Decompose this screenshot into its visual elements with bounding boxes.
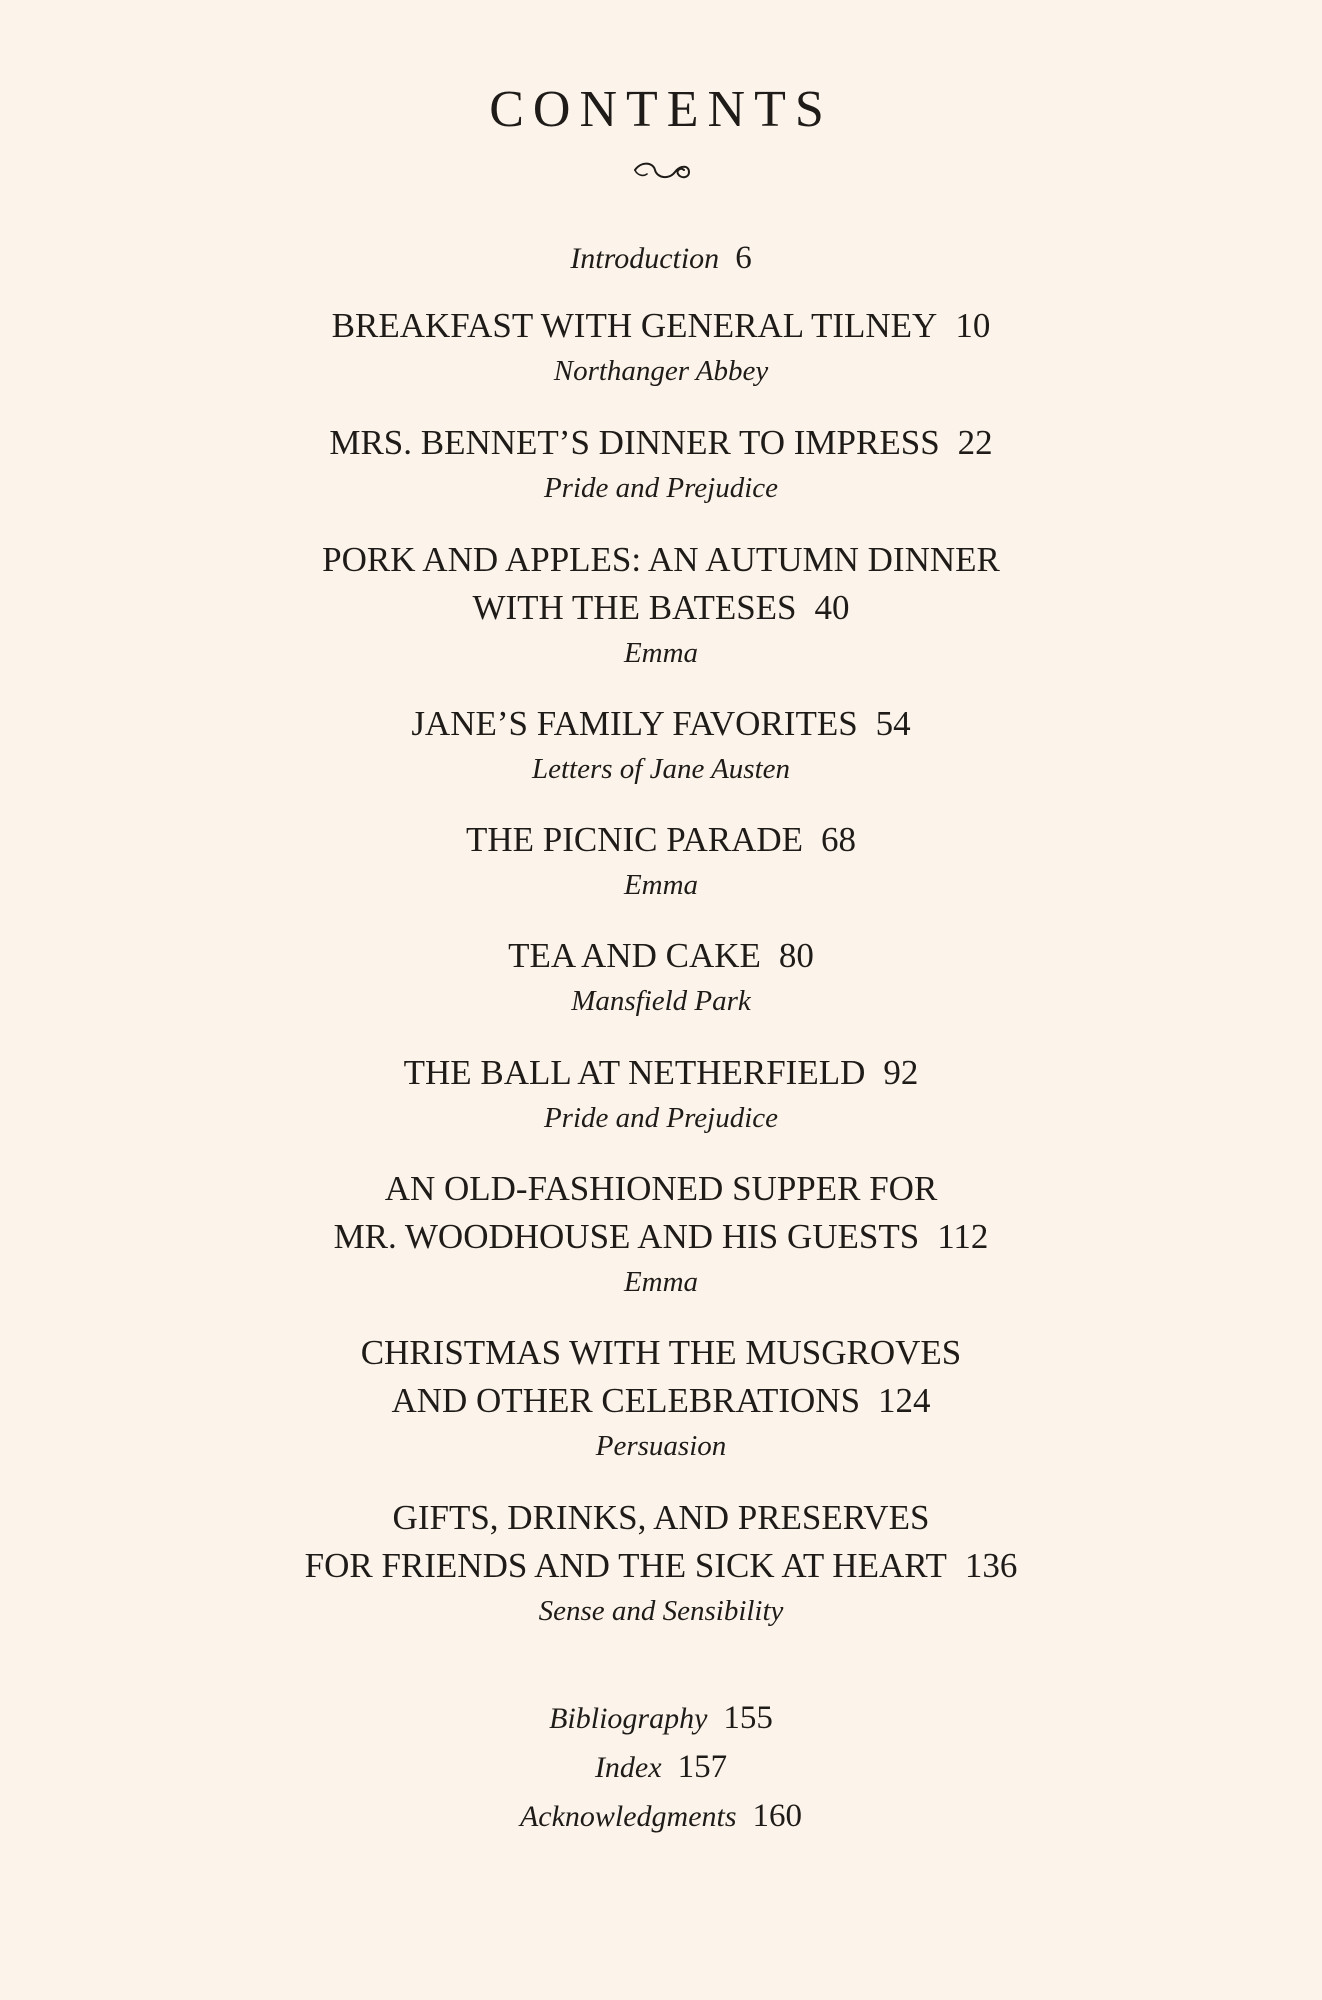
page-number: 157	[677, 1749, 728, 1785]
chapter-title: WITH THE BATESES	[472, 588, 797, 627]
toc-chapter[interactable]	[0, 816, 1322, 903]
source-title: Emma	[623, 637, 699, 669]
page-number: 40	[814, 588, 850, 627]
page-number: 22	[957, 423, 993, 462]
page-number: 6	[735, 240, 752, 276]
toc-chapter[interactable]	[0, 419, 1322, 506]
source-title: Emma	[623, 869, 699, 901]
toc-chapter[interactable]	[0, 302, 1322, 389]
toc-chapter[interactable]	[0, 700, 1322, 787]
chapter-title: BREAKFAST WITH GENERAL TILNEY	[331, 306, 938, 345]
page-number: 124	[878, 1381, 931, 1420]
source-title: Persuasion	[595, 1430, 727, 1462]
toc-chapter[interactable]	[0, 1494, 1322, 1629]
toc-entry-acknowledgments[interactable]	[0, 1792, 1322, 1841]
toc-entry-bibliography[interactable]	[0, 1694, 1322, 1743]
page-number: 68	[821, 820, 857, 859]
toc-chapter[interactable]	[0, 1049, 1322, 1136]
entry-label: Acknowledgments	[519, 1800, 737, 1833]
toc-chapter[interactable]	[0, 932, 1322, 1019]
source-title: Pride and Prejudice	[543, 1102, 779, 1134]
page-number: 136	[964, 1546, 1018, 1585]
chapter-title: AN OLD-FASHIONED SUPPER FOR	[384, 1169, 938, 1208]
chapter-title: MRS. BENNET’S DINNER TO IMPRESS	[329, 423, 940, 462]
page-number: 155	[723, 1700, 773, 1736]
source-title: Northanger Abbey	[553, 355, 769, 387]
page-title: CONTENTS	[489, 81, 833, 138]
chapter-title: MR. WOODHOUSE AND HIS GUESTS	[333, 1217, 920, 1256]
chapter-title: THE PICNIC PARADE	[465, 820, 804, 859]
chapter-title: CHRISTMAS WITH THE MUSGROVES	[360, 1333, 962, 1372]
source-title: Mansfield Park	[571, 985, 751, 1017]
page-number: 10	[955, 306, 991, 345]
source-title: Emma	[623, 1266, 699, 1298]
chapter-title: THE BALL AT NETHERFIELD	[403, 1053, 866, 1092]
page-number: 92	[883, 1053, 919, 1092]
chapter-title: TEA AND CAKE	[508, 936, 761, 975]
toc-chapter[interactable]	[0, 536, 1322, 671]
toc-chapter[interactable]	[0, 1329, 1322, 1464]
page-number: 160	[752, 1798, 803, 1834]
source-title: Letters of Jane Austen	[531, 753, 790, 785]
entry-label: Introduction	[570, 242, 720, 275]
chapter-title: FOR FRIENDS AND THE SICK AT HEART	[304, 1546, 947, 1585]
page-number: 80	[778, 936, 814, 975]
source-title: Pride and Prejudice	[543, 472, 779, 504]
entry-label: Index	[594, 1751, 662, 1784]
chapter-title: PORK AND APPLES: AN AUTUMN DINNER	[322, 540, 1000, 579]
entry-label: Bibliography	[549, 1702, 708, 1735]
chapter-title: JANE’S FAMILY FAVORITES	[411, 704, 858, 743]
chapter-title: GIFTS, DRINKS, AND PRESERVES	[392, 1498, 930, 1537]
toc-entry-index[interactable]	[0, 1743, 1322, 1792]
page-number: 112	[937, 1217, 989, 1256]
toc-entry-introduction[interactable]	[0, 234, 1322, 283]
chapter-title: AND OTHER CELEBRATIONS	[391, 1381, 861, 1420]
toc-chapter[interactable]	[0, 1165, 1322, 1300]
flourish-ornament-icon	[631, 156, 693, 186]
back-matter	[0, 1694, 1322, 1841]
page-number: 54	[875, 704, 911, 743]
source-title: Sense and Sensibility	[538, 1595, 784, 1627]
